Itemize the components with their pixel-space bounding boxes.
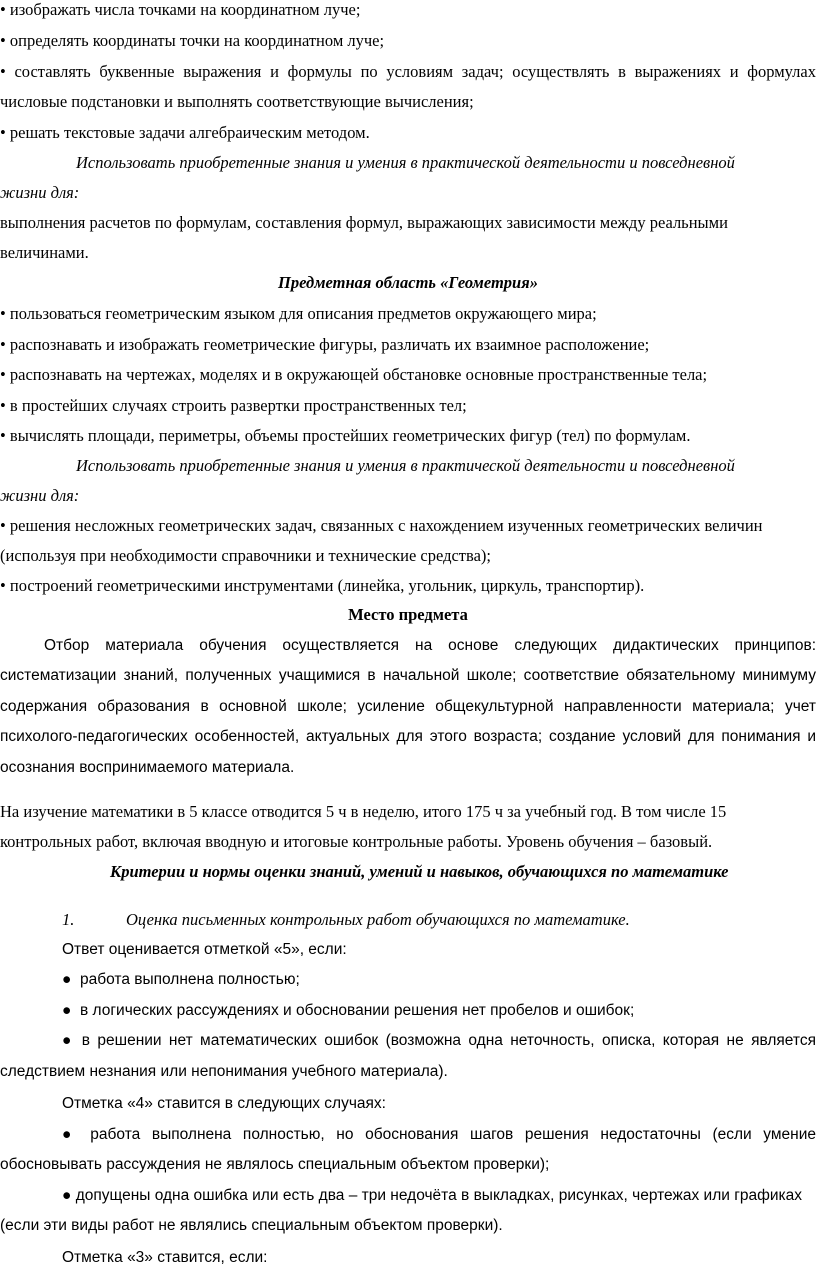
hours-line: На изучение математики в 5 классе отводится 5 ч в неделю, итого 175 ч за учебный год. В том числе 15 <box>0 802 727 821</box>
geometry-item: • распознавать и изображать геометрические фигуры, различать их взаимное расположение; <box>0 335 650 354</box>
geometry-use-item: • решения несложных геометрических задач, связанных с нахождением изученных геометрических величин <box>0 516 763 535</box>
geometry-item: • в простейших случаях строить развертки пространственных тел; <box>0 396 467 415</box>
grade5-intro: Ответ оценивается отметкой «5», если: <box>62 941 347 958</box>
algebra-item: • решать текстовые задачи алгебраическим методом. <box>0 123 370 142</box>
grade5-item <box>62 1031 816 1051</box>
criteria-heading: Критерии и нормы оценки знаний, умений и навыков, обучающихся по математике <box>110 862 729 881</box>
geometry-item: • распознавать на чертежах, моделях и в окружающей обстановке основные пространственные тела; <box>0 365 708 384</box>
place-paragraph-line: осознания воспринимаемого материала. <box>0 759 295 776</box>
place-paragraph-line: Отбор материала обучения осуществляется на основе следующих дидактических принципов: <box>44 637 816 654</box>
geometry-item: • вычислять площади, периметры, объемы простейших геометрических фигур (тел) по формулам. <box>0 426 691 445</box>
grade5-item-text: работа выполнена полностью; <box>80 971 300 988</box>
grade5-item <box>62 970 300 990</box>
grade5-item-cont: следствием незнания или непонимания учебного материала). <box>0 1063 448 1080</box>
grade4-item-cont: обосновывать рассуждения не являлось специальным объектом проверки); <box>0 1156 550 1173</box>
place-paragraph-line: содержания образования в основной школе; усиление общекультурной направленности материала; учет <box>0 698 816 715</box>
algebra-item-cont: числовые подстановки и выполнять соответствующие вычисления; <box>0 92 474 111</box>
grade4-item-cont: (если эти виды работ не являлись специальным объектом проверки). <box>0 1217 503 1234</box>
bullet-icon: ● <box>62 1126 79 1143</box>
geometry-item: • пользоваться геометрическим языком для описания предметов окружающего мира; <box>0 304 597 323</box>
grade4-intro: Отметка «4» ставится в следующих случаях: <box>62 1095 386 1112</box>
section-number: 1. <box>62 910 75 929</box>
section-title: Оценка письменных контрольных работ обучающихся по математике. <box>126 910 630 929</box>
grade4-item <box>62 1186 802 1206</box>
algebra-use-intro: Использовать приобретенные знания и умения в практической деятельности и повседневной <box>76 153 735 172</box>
algebra-use-cont: величинами. <box>0 243 89 262</box>
algebra-use-intro-cont: жизни для: <box>0 183 80 202</box>
grade4-item-text: работа выполнена полностью, но обоснования шагов решения недостаточны (если умение <box>90 1126 816 1143</box>
geometry-heading: Предметная область «Геометрия» <box>278 273 538 292</box>
bullet-icon: ● <box>62 1032 75 1049</box>
place-paragraph-line: психолого-педагогических особенностей, актуальных для этого возраста; создание условий для понимания и <box>0 728 816 745</box>
geometry-use-item-cont: (используя при необходимости справочники и технические средства); <box>0 546 491 565</box>
algebra-item: • определять координаты точки на координатном луче; <box>0 31 385 50</box>
grade3-intro: Отметка «3» ставится, если: <box>62 1249 268 1266</box>
place-paragraph-line: систематизации знаний, полученных учащимися в начальной школе; соответствие обязательному минимуму <box>0 667 816 684</box>
algebra-item: • составлять буквенные выражения и формулы по условиям задач; осуществлять в выражениях и формулах <box>0 62 816 81</box>
algebra-use: выполнения расчетов по формулам, составления формул, выражающих зависимости между реальными <box>0 213 728 232</box>
geometry-use-intro: Использовать приобретенные знания и умения в практической деятельности и повседневной <box>76 456 735 475</box>
bullet-icon: ● <box>62 1002 72 1019</box>
grade5-item-text: в решении нет математических ошибок (возможна одна неточность, описка, которая не является <box>81 1032 816 1049</box>
grade4-item-text: допущены одна ошибка или есть два – три недочёта в выкладках, рисунках, чертежах или графиках <box>75 1187 803 1204</box>
grade5-item <box>62 1001 634 1021</box>
place-heading: Место предмета <box>348 605 468 624</box>
grade4-item <box>62 1125 816 1145</box>
algebra-item: • изображать числа точками на координатном луче; <box>0 0 361 19</box>
grade5-item-text: в логических рассуждениях и обосновании решения нет пробелов и ошибок; <box>80 1002 635 1019</box>
bullet-icon: ● <box>62 1187 72 1204</box>
geometry-use-intro-cont: жизни для: <box>0 486 80 505</box>
bullet-icon: ● <box>62 971 72 988</box>
geometry-use-item: • построений геометрическими инструментами (линейка, угольник, циркуль, транспортир). <box>0 576 645 595</box>
hours-line: контрольных работ, включая вводную и итоговые контрольные работы. Уровень обучения – базовый. <box>0 832 713 851</box>
